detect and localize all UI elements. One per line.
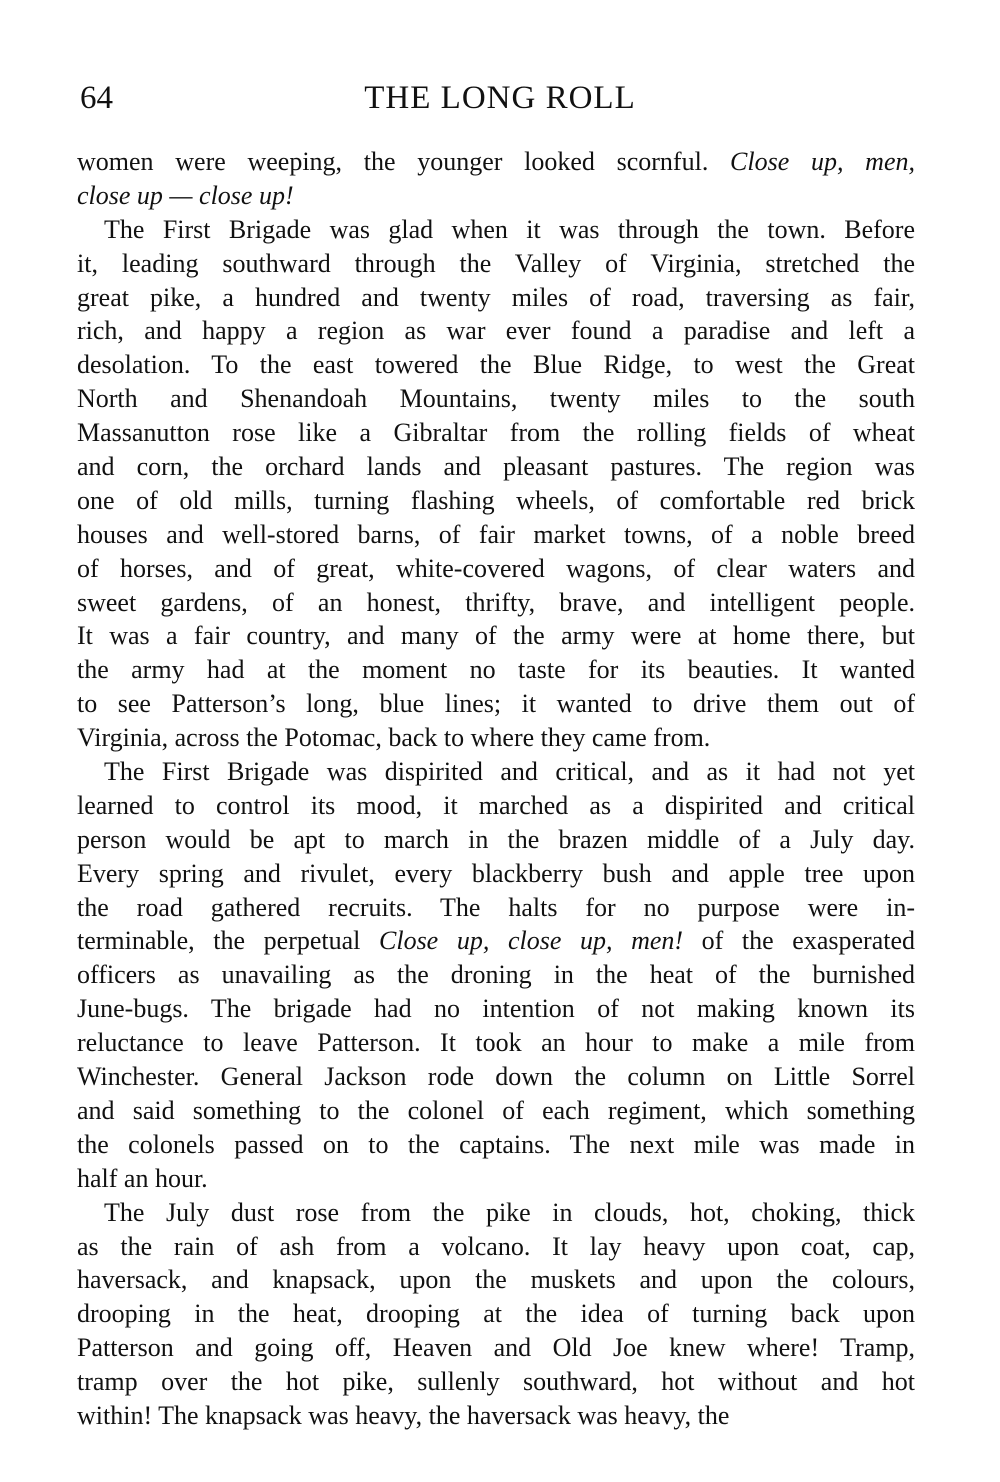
text-run: and corn, the orchard lands and pleasant pastures. The region was [77,452,915,482]
text-line [77,314,915,348]
text-line [77,789,915,823]
text-run: the colonels passed on to the captains. The next mile was made in [77,1129,915,1159]
text-line [77,1162,915,1196]
text-line [77,213,915,247]
text-line [77,653,915,687]
text-line [77,823,915,857]
text-line [77,857,915,891]
text-run: rich, and happy a region as war ever found a paradise and left a [77,316,915,346]
italic-text: Close up, close up, men! [379,926,684,956]
text-run: great pike, a hundred and twenty miles of road, traversing as fair, [77,282,915,312]
paragraph [77,755,915,1196]
text-line [77,518,915,552]
italic-text: Close up, men, [730,147,915,176]
text-line [77,1263,915,1297]
text-run: officers as unavailing as the droning in the heat of the burnished [77,960,915,990]
text-run: It was a fair country, and many of the army were at home there, but [77,621,915,651]
page-number: 64 [80,80,113,116]
text-run: it, leading southward through the Valley of Virginia, stretched the [77,248,915,278]
text-line [77,1297,915,1331]
text-run: as the rain of ash from a volcano. It lay heavy upon coat, cap, [77,1231,915,1261]
text-run: June-bugs. The brigade had no intention of not making known its [77,994,915,1024]
text-line [77,179,915,213]
text-run: within! The knapsack was heavy, the haversack was heavy, the [77,1400,730,1430]
text-run: the road gathered recruits. The halts for no purpose were in- [77,892,915,922]
text-line [77,891,915,925]
text-run: terminable, the perpetual [77,926,379,956]
text-line [77,382,915,416]
body-text [77,145,915,1433]
text-line [77,687,915,721]
paragraph [77,145,915,213]
text-line [77,619,915,653]
text-run: North and Shenandoah Mountains, twenty miles to the south [77,384,915,414]
text-run: The July dust rose from the pike in clouds, hot, choking, thick [104,1197,915,1227]
text-run: person would be apt to march in the brazen middle of a July day. [77,824,915,854]
running-head [80,74,920,122]
running-title: THE LONG ROLL [364,80,636,116]
text-run: houses and well-stored barns, of fair market towns, of a noble breed [77,519,915,549]
text-run: haversack, and knapsack, upon the muskets and upon the colours, [77,1265,915,1295]
text-line [77,1128,915,1162]
text-line [77,1094,915,1128]
text-line [77,416,915,450]
paragraph [77,213,915,755]
text-run: the army had at the moment no taste for its beauties. It wanted [77,655,915,685]
text-run: The First Brigade was dispirited and critical, and as it had not yet [104,757,915,787]
text-line [77,450,915,484]
text-line [77,721,915,755]
italic-text: close up — close up! [77,180,294,210]
text-run: half an hour. [77,1163,208,1193]
text-line [77,924,915,958]
text-run: and said something to the colonel of each regiment, which something [77,1095,915,1125]
text-run: The First Brigade was glad when it was through the town. Before [104,214,915,244]
text-line [77,1196,915,1230]
text-run: one of old mills, turning flashing wheels, of comfortable red brick [77,485,915,515]
text-line [77,1365,915,1399]
text-line [77,1026,915,1060]
text-line [77,586,915,620]
text-line [77,1399,915,1433]
text-line [77,281,915,315]
text-run: of horses, and of great, white-covered wagons, of clear waters and [77,553,915,583]
text-line [77,348,915,382]
text-line [77,247,915,281]
text-run: drooping in the heat, drooping at the idea of turning back upon [77,1299,915,1329]
text-line [77,755,915,789]
text-run: sweet gardens, of an honest, thrifty, brave, and intelligent people. [77,587,915,617]
text-run: learned to control its mood, it marched as a dispirited and critical [77,790,915,820]
text-run: tramp over the hot pike, sullenly southward, hot without and hot [77,1367,915,1397]
paragraph [77,1196,915,1433]
text-line [77,484,915,518]
text-run: Patterson and going off, Heaven and Old Joe knew where! Tramp, [77,1333,915,1363]
text-run: desolation. To the east towered the Blue Ridge, to west the Great [77,350,915,380]
text-run: Every spring and rivulet, every blackberry bush and apple tree upon [77,858,915,888]
text-line [77,958,915,992]
text-run: of the exasperated [683,926,916,956]
text-run: Winchester. General Jackson rode down the column on Little Sorrel [77,1062,915,1092]
text-line [77,1331,915,1365]
text-run: to see Patterson’s long, blue lines; it wanted to drive them out of [77,689,915,719]
text-run: Virginia, across the Potomac, back to where they came from. [77,723,711,753]
text-run: women were weeping, the younger looked scornful. [77,147,731,176]
text-line [77,1230,915,1264]
text-run: Massanutton rose like a Gibraltar from the rolling fields of wheat [77,418,915,448]
text-line [77,1060,915,1094]
text-run: reluctance to leave Patterson. It took an hour to make a mile from [77,1028,915,1058]
text-line [77,992,915,1026]
text-line [77,145,915,179]
text-line [77,552,915,586]
